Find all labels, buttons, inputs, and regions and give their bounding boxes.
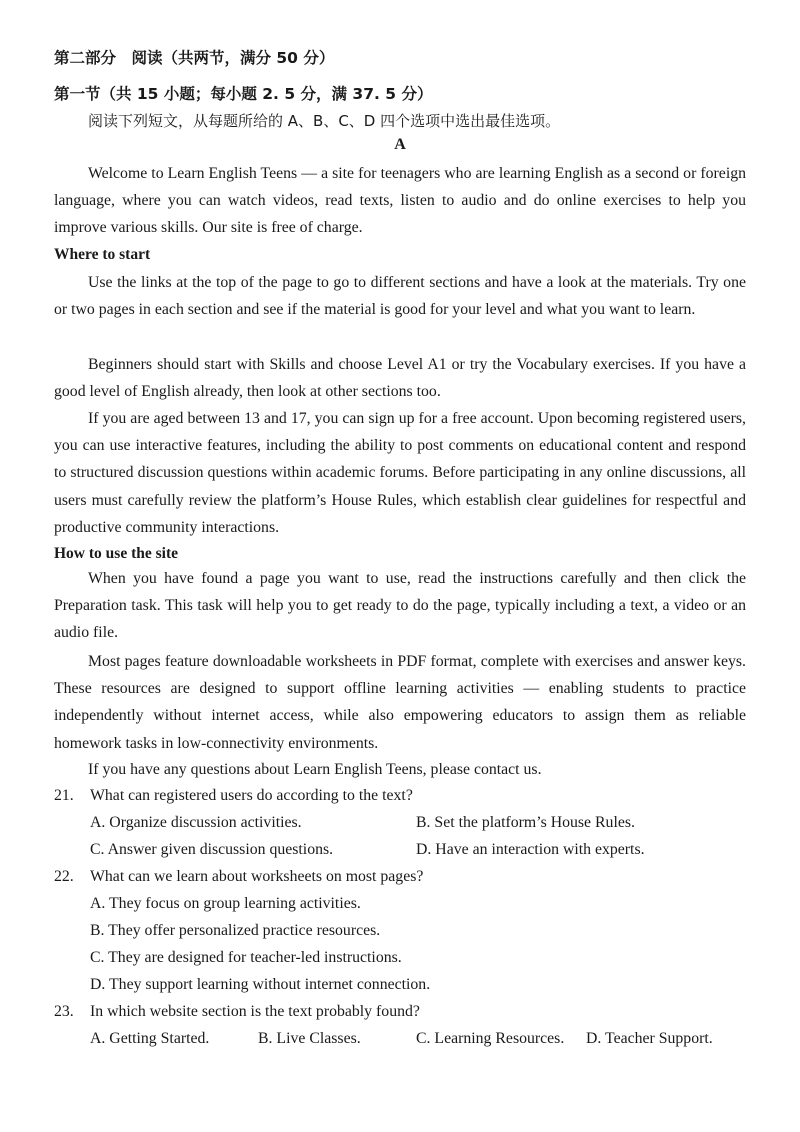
- question-stem: In which website section is the text probably found?: [90, 1003, 420, 1020]
- how-paragraph-1: When you have found a page you want to use, read the instructions carefully and then click the Preparation task. This task will help you to get ready to do the page, typically including a text, a video or an audio file.: [54, 570, 746, 642]
- q21-option-b[interactable]: B. Set the platform’s House Rules.: [416, 814, 635, 831]
- question-22: [54, 868, 423, 886]
- where-paragraph-1: Use the links at the top of the page to go to different sections and have a look at the materials. Try one or two pages in each section and see if the material is good for your level and what you want to learn.: [54, 274, 746, 319]
- q23-option-c[interactable]: C. Learning Resources.: [416, 1030, 565, 1047]
- question-stem: What can we learn about worksheets on most pages?: [90, 868, 424, 885]
- q22-option-a[interactable]: A. They focus on group learning activities.: [90, 895, 361, 912]
- q21-option-d[interactable]: D. Have an interaction with experts.: [416, 841, 645, 858]
- section-title: 第一节（共 15 小题；每小题 2. 5 分，满 37. 5 分）: [54, 85, 433, 103]
- q23-option-a[interactable]: A. Getting Started.: [90, 1030, 210, 1047]
- question-number: 23.: [54, 1003, 74, 1020]
- question-21: [54, 787, 413, 805]
- question-number: 21.: [54, 787, 74, 804]
- q22-option-d[interactable]: D. They support learning without internet connection.: [90, 976, 431, 993]
- question-stem: What can registered users do according to the text?: [90, 787, 413, 804]
- q23-option-b[interactable]: B. Live Classes.: [258, 1030, 361, 1047]
- where-paragraph-2: Beginners should start with Skills and choose Level A1 or try the Vocabulary exercises. If you have a good level of English already, then look at other sections too.: [54, 356, 746, 401]
- q23-option-d[interactable]: D. Teacher Support.: [586, 1030, 713, 1047]
- question-23: [54, 1003, 420, 1021]
- how-paragraph-2: Most pages feature downloadable worksheets in PDF format, complete with exercises and answer keys. These resources are designed to support offline learning activities — enabling students to practice independently without internet access, while also empowering educators to assign them as reliable homework tasks in low-connectivity environments.: [54, 653, 746, 752]
- q21-option-a[interactable]: A. Organize discussion activities.: [90, 814, 302, 831]
- q22-option-c[interactable]: C. They are designed for teacher-led instructions.: [90, 949, 402, 966]
- how-paragraph-3: If you have any questions about Learn English Teens, please contact us.: [88, 761, 542, 778]
- how-to-use-heading: How to use the site: [54, 545, 178, 562]
- passage-intro: Welcome to Learn English Teens — a site for teenagers who are learning English as a second or foreign language, where you can watch videos, read texts, listen to audio and do online exercises to help you improve various skills. Our site is free of charge.: [54, 165, 746, 237]
- passage-letter: A: [394, 136, 406, 153]
- question-number: 22.: [54, 868, 74, 885]
- q21-option-c[interactable]: C. Answer given discussion questions.: [90, 841, 334, 858]
- where-to-start-heading: Where to start: [54, 246, 151, 263]
- q22-option-b[interactable]: B. They offer personalized practice resources.: [90, 922, 381, 939]
- instruction: 阅读下列短文，从每题所给的 A、B、C、D 四个选项中选出最佳选项。: [88, 112, 561, 130]
- where-paragraph-3: If you are aged between 13 and 17, you can sign up for a free account. Upon becoming registered users, you can use interactive features, including the ability to post comments on educational content and respond to structured discussion questions within academic forums. Before participating in any online discussions, all users must carefully review the platform’s House Rules, which establish clear guidelines for respectful and productive community interactions.: [54, 410, 746, 536]
- part-title: 第二部分 阅读（共两节，满分 50 分）: [54, 49, 335, 67]
